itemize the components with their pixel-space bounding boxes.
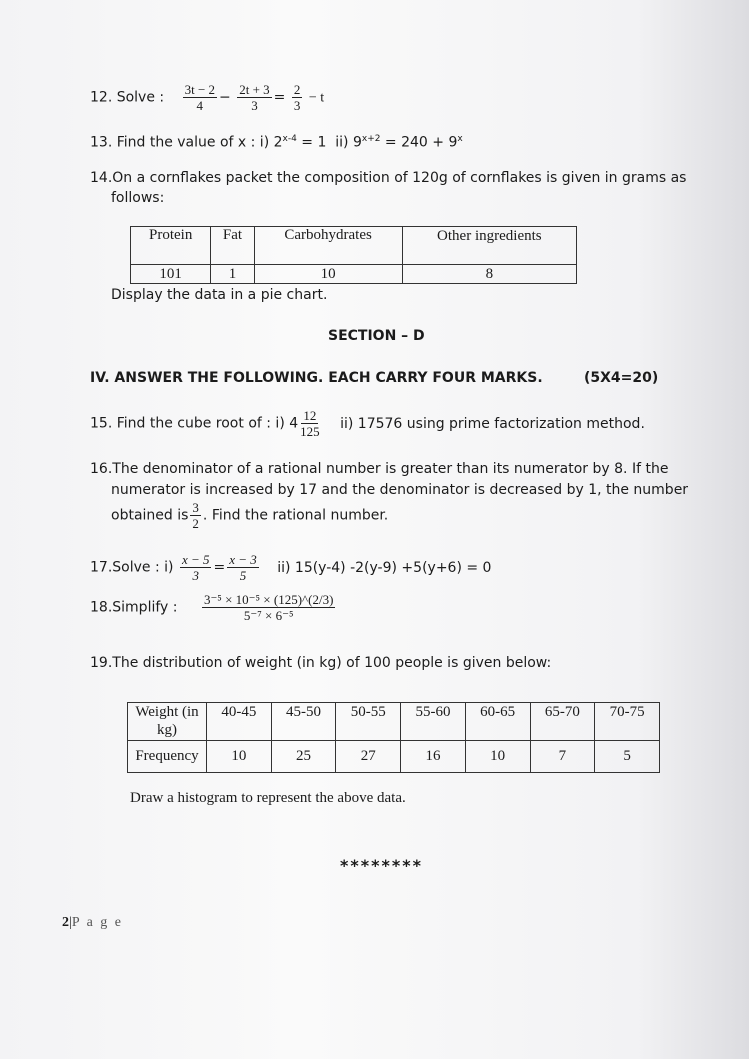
q15-fd: 125 <box>300 424 320 439</box>
page-label: P a g e <box>71 915 124 930</box>
q17-b: ii) 15(y-4) -2(y-9) +5(y+6) = 0 <box>277 559 492 576</box>
range-cell: 50-55 <box>336 703 401 741</box>
question-13 <box>90 134 463 151</box>
freq-cell: 25 <box>271 741 336 773</box>
header-cell: Protein <box>131 227 211 265</box>
row-label: Frequency <box>128 741 207 773</box>
q17-f2d: 5 <box>239 568 247 583</box>
range-cell: 55-60 <box>401 703 466 741</box>
q14-line1: 14.On a cornflakes packet the composition of 120g of cornflakes is given in grams as <box>90 170 687 186</box>
q16-l3a: obtained is <box>111 507 189 524</box>
question-15 <box>90 408 645 439</box>
q13-mid2: = 240 + 9 <box>380 134 458 151</box>
q14-after: Display the data in a pie chart. <box>111 287 328 303</box>
q13-exp3: x <box>457 134 463 144</box>
q12-label: 12. Solve : <box>90 89 165 106</box>
q13-text: 13. Find the value of x : i) 2 <box>90 134 283 151</box>
range-cell: 40-45 <box>207 703 272 741</box>
freq-cell: 16 <box>401 741 466 773</box>
q19-after: Draw a histogram to represent the above data. <box>130 790 406 806</box>
value-cell: 101 <box>131 265 211 284</box>
question-18 <box>90 592 337 623</box>
range-cell: 60-65 <box>465 703 530 741</box>
freq-cell: 10 <box>465 741 530 773</box>
q16-fn: 3 <box>192 500 199 515</box>
end-stars: ******** <box>340 856 423 875</box>
value-cell: 8 <box>402 265 576 284</box>
cornflakes-table <box>130 226 577 284</box>
q18-num: 3⁻⁵ × 10⁻⁵ × (125)^(2/3) <box>203 592 334 607</box>
q14-line2: follows: <box>111 190 165 206</box>
weight-table <box>127 702 660 773</box>
q12-f3n: 2 <box>293 82 301 97</box>
q19-text: 19.The distribution of weight (in kg) of 100 people is given below: <box>90 655 552 671</box>
page-footer: 2|P a g e <box>62 915 124 930</box>
q16-fd: 2 <box>192 516 199 531</box>
value-cell: 1 <box>211 265 254 284</box>
q16-line3 <box>111 500 388 531</box>
header-cell: Carbohydrates <box>254 227 402 265</box>
value-cell: 10 <box>254 265 402 284</box>
page-number: 2 <box>62 915 69 930</box>
q16-line1: 16.The denominator of a rational number is greater than its numerator by 8. If the <box>90 461 669 477</box>
q15-b: ii) 17576 using prime factorization method. <box>340 415 645 432</box>
q17-a: 17.Solve : i) <box>90 559 174 576</box>
freq-cell: 10 <box>207 741 272 773</box>
q12-f1n: 3t − 2 <box>184 82 216 97</box>
q12-tail: − t <box>308 90 325 106</box>
range-cell: 65-70 <box>530 703 595 741</box>
range-cell: 45-50 <box>271 703 336 741</box>
q13-mid: = 1 ii) 9 <box>296 134 362 151</box>
header-cell: Other ingredients <box>402 227 576 265</box>
q15-fn: 12 <box>303 408 317 423</box>
instruction: IV. ANSWER THE FOLLOWING. EACH CARRY FOUR MARKS. <box>90 370 543 386</box>
q13-exp1: x-4 <box>282 134 297 144</box>
q12-f2d: 3 <box>251 98 258 113</box>
q12-f3d: 3 <box>293 98 301 113</box>
q16-line2: numerator is increased by 17 and the denominator is decreased by 1, the number <box>111 482 689 498</box>
q18-den: 5⁻⁷ × 6⁻⁵ <box>243 608 294 623</box>
section-heading: SECTION – D <box>328 328 425 344</box>
freq-cell: 7 <box>530 741 595 773</box>
question-17: 17.Solve : i) $\frac{x - 5}{3}$ = $\frac{x - 3}{5}$ ii) 15(y-4) -2(y-9) +5(y+6) = 0 <box>90 552 492 583</box>
header-cell: Fat <box>211 227 254 265</box>
question-12: 12. Solve : $\frac{3t - 2}{4}$ − $\frac{2t + 3}{3}$ = $\frac{2}{3}$ − t <box>90 82 325 113</box>
freq-cell: 5 <box>595 741 660 773</box>
q13-exp2: x+2 <box>361 134 381 144</box>
q16-l3b: . Find the rational number. <box>202 507 389 524</box>
row-label: Weight (in kg) <box>128 703 207 741</box>
freq-cell: 27 <box>336 741 401 773</box>
marks: (5X4=20) <box>584 370 659 386</box>
q17-f1n: x − 5 <box>181 552 210 567</box>
range-cell: 70-75 <box>595 703 660 741</box>
q12-f1d: 4 <box>196 98 204 113</box>
q17-f1d: 3 <box>192 568 199 583</box>
q15-a: 15. Find the cube root of : i) 4 <box>90 415 299 432</box>
q12-f2n: 2t + 3 <box>239 82 270 97</box>
q18-a: 18.Simplify : <box>90 599 178 616</box>
q17-f2n: x − 3 <box>229 552 257 567</box>
